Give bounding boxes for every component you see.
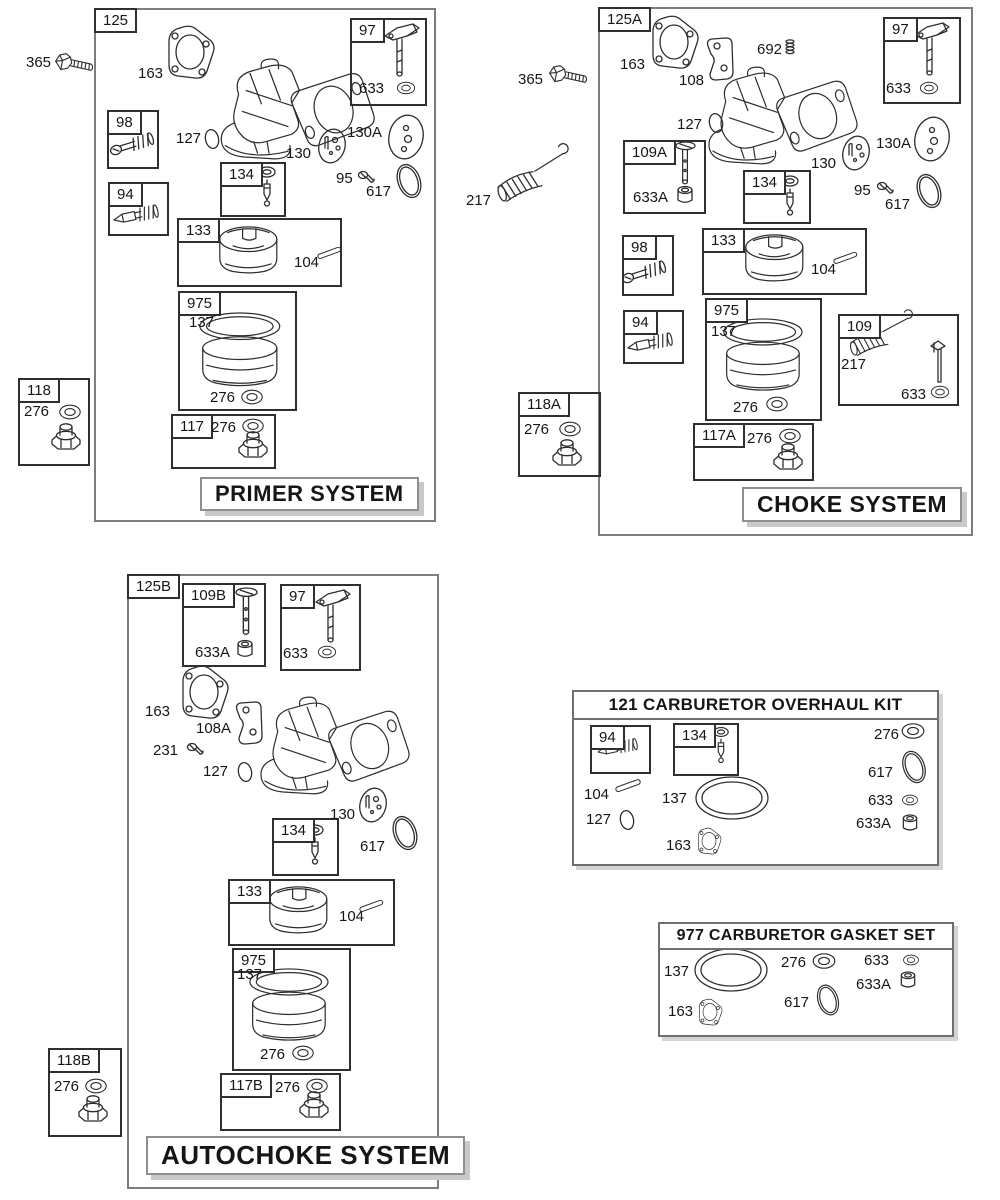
box-id-tag: 975: [232, 948, 275, 973]
box-id-tag: 975: [178, 291, 221, 316]
box-975: [178, 291, 297, 411]
box-134: [673, 723, 739, 776]
part-label-217: 217: [841, 356, 867, 373]
part-label-130: 130: [330, 806, 356, 823]
part-label-130: 130: [286, 145, 312, 162]
box-id-tag: 109B: [182, 583, 235, 608]
part-label-130A: 130A: [347, 124, 383, 141]
box-id-tag: 98: [622, 235, 657, 260]
part-label-617: 617: [360, 838, 386, 855]
box-id-tag: 118A: [518, 392, 570, 417]
box-98: [622, 235, 674, 296]
box-id-tag: 109A: [623, 140, 676, 165]
part-label-163: 163: [145, 703, 171, 720]
box-id-tag: 117B: [220, 1073, 272, 1098]
part-label-104: 104: [811, 261, 837, 278]
part-label-276: 276: [260, 1046, 286, 1063]
mounting-screw-365-drawing: [55, 49, 94, 77]
box-id-tag: 98: [107, 110, 142, 135]
box-133: [702, 228, 867, 295]
part-label-95: 95: [854, 182, 871, 199]
box-id-tag: 133: [702, 228, 745, 253]
part-label-130A: 130A: [876, 135, 912, 152]
part-label-137: 137: [189, 314, 215, 331]
box-id-tag: 97: [280, 584, 315, 609]
box-94: [108, 182, 169, 236]
box-id-tag: 94: [590, 725, 625, 750]
box-id-tag: 118B: [48, 1048, 100, 1073]
part-label-108: 108: [679, 72, 705, 89]
part-label-95: 95: [336, 170, 353, 187]
part-label-276: 276: [874, 726, 900, 743]
part-label-633A: 633A: [856, 815, 892, 832]
part-label-633: 633: [359, 80, 385, 97]
group-id-tag: 125B: [127, 574, 180, 599]
box-134: [743, 170, 811, 224]
group-id-tag: 125A: [598, 7, 651, 32]
box-id-tag: 94: [108, 182, 143, 207]
part-label-127: 127: [677, 116, 703, 133]
overhaul-kit-title: 121 CARBURETOR OVERHAUL KIT: [574, 692, 937, 720]
autochoke-system-title: AUTOCHOKE SYSTEM: [146, 1136, 465, 1175]
box-133: [228, 879, 395, 946]
part-label-276: 276: [275, 1079, 301, 1096]
part-label-137: 137: [664, 963, 690, 980]
part-label-130: 130: [811, 155, 837, 172]
part-label-276: 276: [210, 389, 236, 406]
part-label-692: 692: [757, 41, 783, 58]
part-label-633: 633: [868, 792, 894, 809]
box-975: [705, 298, 822, 421]
box-id-tag: 117A: [693, 423, 745, 448]
box-94: [590, 725, 651, 774]
part-label-633: 633: [864, 952, 890, 969]
part-label-617: 617: [868, 764, 894, 781]
part-label-633: 633: [901, 386, 927, 403]
box-118: [18, 378, 90, 466]
part-label-276: 276: [24, 403, 50, 420]
part-label-633: 633: [886, 80, 912, 97]
part-label-276: 276: [781, 954, 807, 971]
box-id-tag: 134: [673, 723, 716, 748]
part-label-104: 104: [339, 908, 365, 925]
part-label-617: 617: [366, 183, 392, 200]
part-label-633A: 633A: [856, 976, 892, 993]
part-label-108A: 108A: [196, 720, 232, 737]
part-label-231: 231: [153, 742, 179, 759]
part-label-276: 276: [747, 430, 773, 447]
part-label-104: 104: [294, 254, 320, 271]
gasket-set-box: [658, 922, 954, 1037]
box-98: [107, 110, 159, 169]
part-label-617: 617: [784, 994, 810, 1011]
part-label-127: 127: [203, 763, 229, 780]
part-label-276: 276: [733, 399, 759, 416]
box-id-tag: 94: [623, 310, 658, 335]
mounting-screw-365-drawing: [549, 61, 588, 89]
part-label-365: 365: [518, 71, 544, 88]
box-id-tag: 975: [705, 298, 748, 323]
box-134: [272, 818, 339, 876]
part-label-127: 127: [176, 130, 202, 147]
group-id-tag: 125: [94, 8, 137, 33]
box-id-tag: 118: [18, 378, 60, 403]
primer-system-title: PRIMER SYSTEM: [200, 477, 419, 511]
part-label-365: 365: [26, 54, 52, 71]
part-label-276: 276: [524, 421, 550, 438]
box-id-tag: 97: [883, 17, 918, 42]
part-label-163: 163: [668, 1003, 694, 1020]
part-label-633A: 633A: [633, 189, 669, 206]
box-133: [177, 218, 342, 287]
part-label-276: 276: [211, 419, 237, 436]
box-id-tag: 133: [228, 879, 271, 904]
part-label-633A: 633A: [195, 644, 231, 661]
box-id-tag: 97: [350, 18, 385, 43]
part-label-163: 163: [666, 837, 692, 854]
box-id-tag: 133: [177, 218, 220, 243]
part-label-633: 633: [283, 645, 309, 662]
part-label-137: 137: [237, 966, 263, 983]
gasket-set-title: 977 CARBURETOR GASKET SET: [660, 924, 952, 950]
box-id-tag: 134: [272, 818, 315, 843]
box-94: [623, 310, 684, 364]
box-id-tag: 109: [838, 314, 881, 339]
part-label-127: 127: [586, 811, 612, 828]
part-label-276: 276: [54, 1078, 80, 1095]
part-label-217: 217: [466, 192, 492, 209]
part-label-104: 104: [584, 786, 610, 803]
part-label-137: 137: [711, 323, 737, 340]
part-label-617: 617: [885, 196, 911, 213]
choke-spring-217-drawing: [490, 142, 578, 203]
box-134: [220, 162, 286, 217]
box-id-tag: 117: [171, 414, 213, 439]
part-label-163: 163: [138, 65, 164, 82]
box-id-tag: 134: [220, 162, 263, 187]
part-label-163: 163: [620, 56, 646, 73]
box-id-tag: 134: [743, 170, 786, 195]
part-label-137: 137: [662, 790, 688, 807]
choke-system-title: CHOKE SYSTEM: [742, 487, 962, 522]
